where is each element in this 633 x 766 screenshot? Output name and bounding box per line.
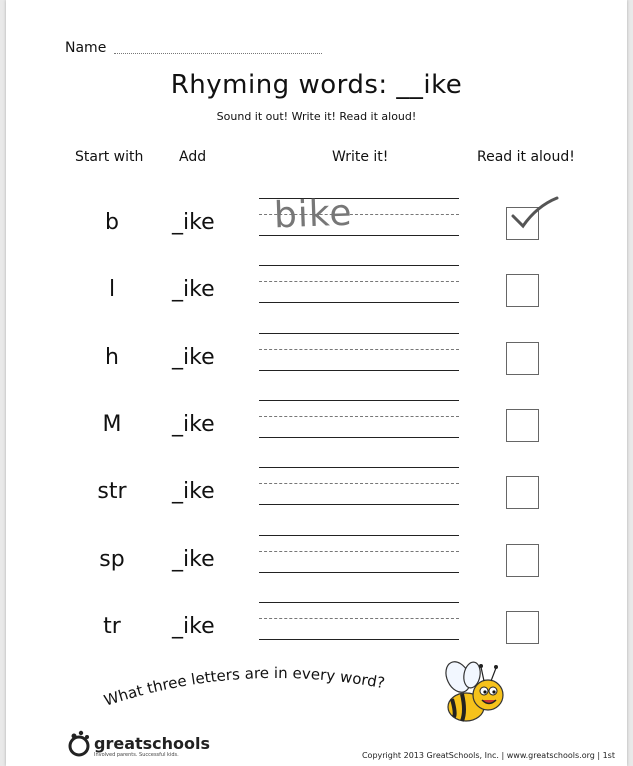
read-aloud-checkbox[interactable] <box>506 476 539 509</box>
add-suffix: _ike <box>172 613 215 639</box>
read-aloud-checkbox[interactable] <box>506 611 539 644</box>
greatschools-tagline: Involved parents. Successful kids. <box>94 752 179 758</box>
checkmark-icon <box>509 194 561 234</box>
write-it-field[interactable] <box>259 602 459 640</box>
add-suffix: _ike <box>172 344 215 370</box>
page-title: Rhyming words: __ike <box>170 70 463 100</box>
header-write-it: Write it! <box>332 149 389 165</box>
start-with-letters: l <box>108 277 116 303</box>
write-it-field[interactable] <box>259 333 459 371</box>
add-suffix: _ike <box>172 277 215 303</box>
start-with-letters: tr <box>103 613 121 639</box>
copyright-footer: Copyright 2013 GreatSchools, Inc. | www.greatschools.org | 1st <box>361 751 615 760</box>
worksheet <box>6 0 627 766</box>
header-add: Add <box>179 149 207 165</box>
question-text: What three letters are in every word? <box>101 663 387 710</box>
header-start-with: Start with <box>75 149 144 165</box>
read-aloud-checkbox[interactable] <box>506 342 539 375</box>
write-it-field[interactable] <box>259 467 459 505</box>
read-aloud-checkbox[interactable] <box>506 409 539 442</box>
header-read-aloud: Read it aloud! <box>477 149 575 165</box>
start-with-letters: sp <box>99 546 125 572</box>
start-with-letters: M <box>102 411 122 437</box>
read-aloud-checkbox[interactable] <box>506 274 539 307</box>
greatschools-logo-text: greatschools <box>94 734 211 753</box>
write-it-field[interactable] <box>259 400 459 438</box>
write-it-field[interactable] <box>259 535 459 573</box>
name-field[interactable] <box>114 53 322 54</box>
read-aloud-checkbox[interactable] <box>506 544 539 577</box>
write-it-field[interactable] <box>259 265 459 303</box>
svg-text:What three letters are in ever <box>102 664 387 710</box>
greatschools-logo-icon <box>64 729 94 759</box>
start-with-letters: b <box>105 210 119 235</box>
add-suffix: _ike <box>172 411 215 437</box>
read-aloud-checkbox[interactable] <box>506 207 539 240</box>
bee-icon <box>436 655 511 735</box>
name-label: Name <box>65 40 107 56</box>
question-curve <box>96 650 456 720</box>
page-subtitle: Sound it out! Write it! Read it aloud! <box>216 110 417 123</box>
start-with-letters: str <box>97 479 127 505</box>
add-suffix: _ike <box>172 479 215 505</box>
add-suffix: _ike <box>172 546 215 572</box>
start-with-letters: h <box>105 344 119 370</box>
add-suffix: _ike <box>172 210 215 235</box>
handwritten-answer: bike <box>273 192 354 237</box>
